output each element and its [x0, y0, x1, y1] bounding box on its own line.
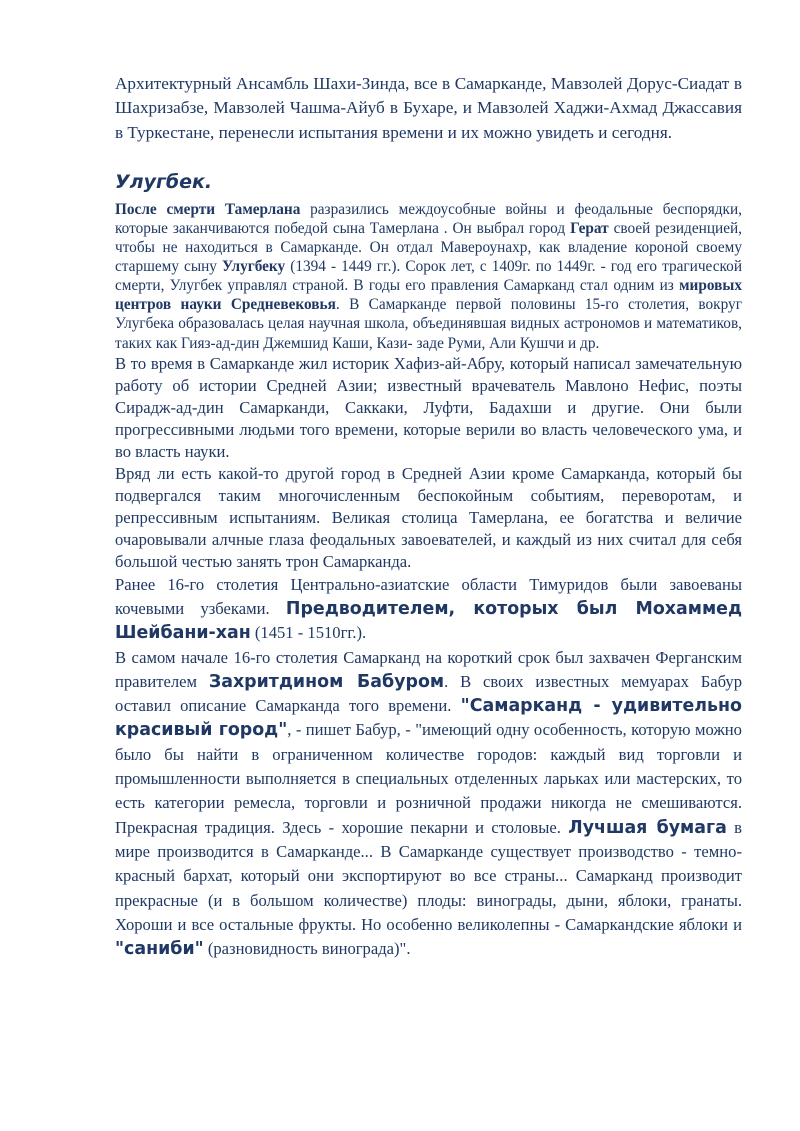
- paragraph-after-tamerlane: После смерти Тамерлана разразились междоусобные войны и феодальные беспорядки, которые заканчиваются победой сына Тамерлана . Он выбрал город Герат своей резиденцией, чтобы не находиться в Самарканде. Он отдал Мавероунахр, как владение короной своему старшему сыну Улугбеку (1394 - 1449 гг.). Сорок лет, с 1409г. по 1449г. - год его трагической смерти, Улугбек управлял страной. В годы его правления Самарканд стал одним из мировых центров науки Средневековья. В Самарканде первой половины 15-го столетия, вокруг Улугбека образовалась целая научная школа, объединявшая видных астрономов и математиков, таких как Гияз-ад-дин Джемшид Каши, Кази- заде Руми, Али Кушчи и др.: [115, 200, 743, 352]
- document-page: [115, 72, 742, 961]
- paragraph-uzbeks: Ранее 16-го столетия Центрально-азиатские области Тимуридов были завоеваны кочевыми узбеками. Предводителем, которых был Мохаммед Шейбани-хан (1451 - 1510гг.).: [115, 574, 743, 644]
- section-heading: Улугбек.: [115, 170, 213, 193]
- bold-science-centers: мировых центров науки Средневековья: [115, 277, 742, 314]
- bold-ulugbek: Улугбеку: [222, 258, 286, 276]
- bold-quote-samarkand: "Самарканд - удивительно красивый город": [115, 696, 742, 741]
- intro-paragraph: Архитектурный Ансамбль Шахи-Зинда, все в Самарканде, Мавзолей Дорус-Сиадат в Шахризабзе, Мавзолей Чашма-Айуб в Бухаре, и Мавзолей Хаджи-Ахмад Джассавия в Туркестане, перенесли испытания времени и их можно увидеть и сегодня.: [115, 74, 742, 142]
- bold-herat: Герат: [570, 219, 609, 237]
- paragraph-samarkand-events: Вряд ли есть какой-то другой город в Средней Азии кроме Самарканда, который бы подвергался таким многочисленным беспокойным событиям, переворотам, и репрессивным испытаниям. Великая столица Тамерлана, ее богатства и величие очаровывали алчные глаза феодальных завоевателей, и каждый из них считал для себя большой честью занять трон Самарканда.: [115, 463, 742, 571]
- bold-after-tamerlane: После смерти Тамерлана: [115, 200, 301, 218]
- bold-sheybani: Предводителем, которых был Мохаммед Шейбани-хан: [115, 598, 743, 644]
- bold-sanibi: "саниби": [115, 939, 204, 960]
- bold-best-paper: Лучшая бумага: [568, 817, 727, 838]
- bold-babur: Захритдином Бабуром: [208, 671, 445, 692]
- paragraph-historians: В то время в Самарканде жил историк Хафиз-ай-Абру, который написал замечательную работу об истории Средней Азии; известный врачеватель Мавлоно Нефис, поэты Сирадж-ад-дин Самарканди, Саккаки, Луфти, Бадахши и другие. Они были прогрессивными людьми того времени, которые верили во власть человеческого ума, и во власть науки.: [115, 353, 742, 461]
- paragraph-babur: В самом начале 16-го столетия Самарканд на короткий срок был захвачен Ферганским правителем Захритдином Бабуром. В своих известных мемуарах Бабур оставил описание Самарканда того времени. "Самарканд - удивительно красивый город", - пишет Бабур, - "имеющий одну особенность, которую можно было бы найти в ограниченном количестве городов: каждый вид торговли и промышленности выполняется в специальных отделенных ларьках или мастерских, то есть категории ремесла, торговли и розничной продажи никогда не смешиваются. Прекрасная традиция. Здесь - хорошие пекарни и столовые. Лучшая бумага в мире производится в Самарканде... В Самарканде существует производство - темно-красный бархат, который они экспортируют во все страны... Самарканд производит прекрасные (и в большом количестве) плоды: винограды, дыни, яблоки, гранаты. Хороши и все остальные фрукты. Но особенно великолепны - Самаркандские яблоки и "саниби" (разновидность винограда)".: [115, 647, 742, 960]
